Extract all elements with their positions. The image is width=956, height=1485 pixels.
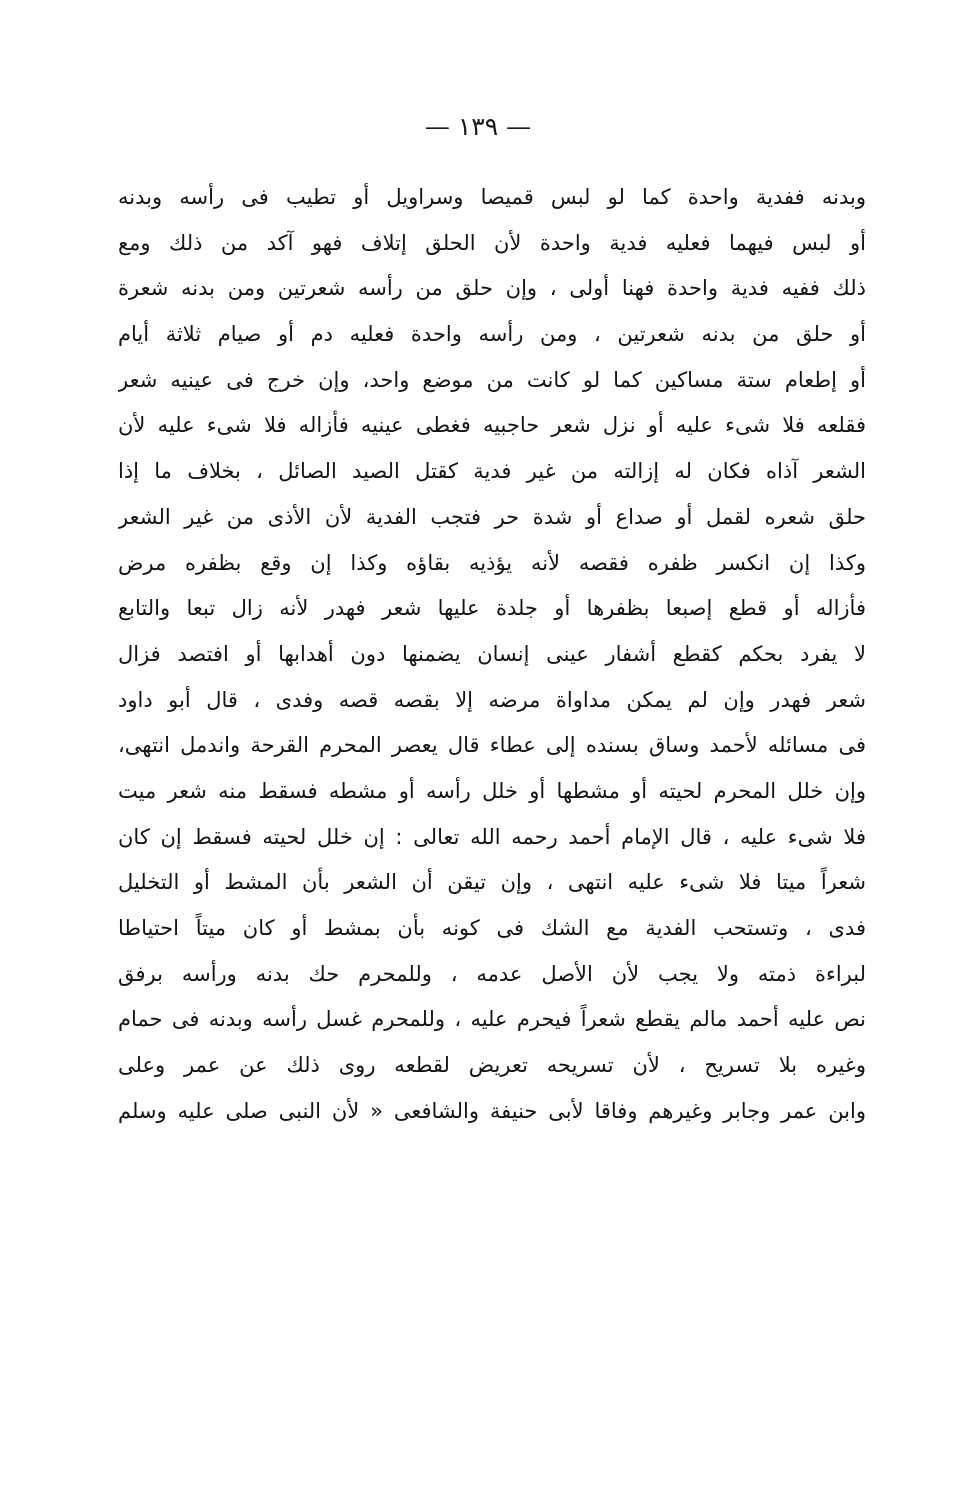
text-line: أو لبس فيهما فعليه فدية واحدة لأن الحلق إتلاف فهو آكد من ذلك ومع (118, 230, 866, 255)
text-line: أو حلق من بدنه شعرتين ، ومن رأسه واحدة فعليه دم أو صيام ثلاثة أيام (118, 322, 866, 347)
text-line: وابن عمر وجابر وغيرهم وفاقا لأبى حنيفة والشافعى « لأن النبى صلى عليه وسلم (118, 1098, 866, 1123)
text-line: فى مسائله لأحمد وساق بسنده إلى عطاء قال يعصر المحرم القرحة واندمل انتهى، (118, 733, 866, 758)
text-line: فقلعه فلا شىء عليه أو نزل شعر حاجبيه فغطى عينيه فأزاله فلا شىء عليه لأن (118, 413, 866, 438)
text-line: وكذا إن انكسر ظفره فقصه لأنه يؤذيه بقاؤه وكذا إن وقع بظفره مرض (118, 550, 866, 575)
text-line: فدى ، وتستحب الفدية مع الشك فى كونه بأن بمشط أو كان ميتاً احتياطا (118, 916, 866, 940)
text-line: الشعر آذاه فكان له إزالته من غير فدية كقتل الصيد الصائل ، بخلاف ما إذا (118, 459, 866, 484)
text-line: ذلك ففيه فدية واحدة فهنا أولى ، وإن حلق من رأسه شعرتين ومن بدنه شعرة (118, 276, 866, 301)
text-line: وبدنه ففدية واحدة كما لو لبس قميصا وسراويل أو تطيب فى رأسه وبدنه (118, 185, 866, 209)
text-line: حلق شعره لقمل أو صداع أو شدة حر فتجب الفدية لأن الأذى من غير الشعر (118, 504, 866, 529)
text-line: فلا شىء عليه ، قال الإمام أحمد رحمه الله تعالى : إن خلل لحيته فسقط إن كان (118, 824, 866, 849)
page-number: — ١٣٩ — (424, 112, 532, 141)
text-line: لبراءة ذمته ولا يجب لأن الأصل عدمه ، وللمحرم حك بدنه ورأسه برفق (118, 961, 866, 986)
text-line: وغيره بلا تسريح ، لأن تسريحه تعريض لقطعه روى ذلك عن عمر وعلى (118, 1053, 866, 1078)
text-line: نص عليه أحمد مالم يقطع شعراً فيحرم عليه ، وللمحرم غسل رأسه وبدنه فى حمام (118, 1007, 866, 1032)
text-line: فأزاله أو قطع إصبعا بظفرها أو جلدة عليها شعر فهدر لأنه زال تبعا والتابع (118, 596, 866, 621)
text-line: شعراً ميتا فلا شىء عليه انتهى ، وإن تيقن أن الشعر بأن المشط أو التخليل (118, 870, 866, 895)
text-line: لا يفرد بحكم كقطع أشفار عينى إنسان يضمنها دون أهدابها أو افتصد فزال (118, 641, 866, 666)
text-line: وإن خلل المحرم لحيته أو مشطها أو خلل رأسه أو مشطه فسقط منه شعر ميت (118, 778, 866, 803)
body-text (118, 175, 866, 1134)
text-line: أو إطعام ستة مساكين كما لو كانت من موضع واحد، وإن خرج فى عينيه شعر (118, 367, 866, 392)
text-line: شعر فهدر وإن لم يمكن مداواة مرضه إلا بقصه قصه وفدى ، قال أبو داود (118, 687, 866, 712)
